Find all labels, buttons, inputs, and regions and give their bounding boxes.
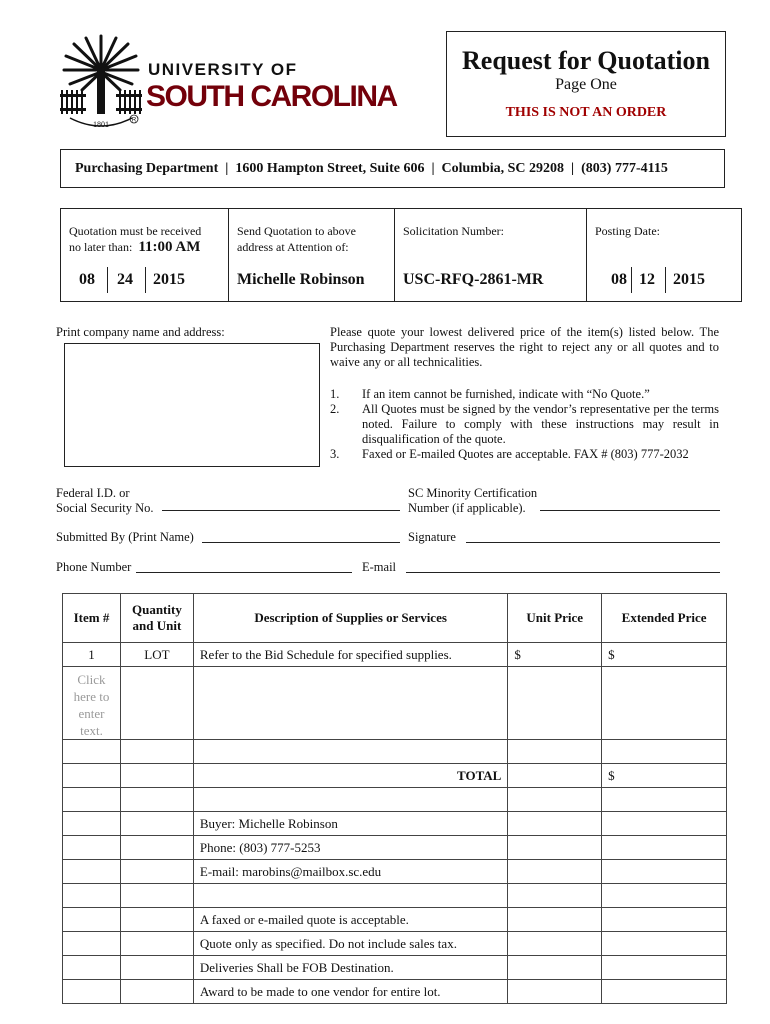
submitted-by-label: Submitted By (Print Name) (56, 530, 194, 544)
received-label2: no later than: (69, 240, 133, 254)
note-phone: Phone: (803) 777-5253 (193, 836, 507, 860)
header-extended-price: Extended Price (602, 594, 727, 643)
fed-id-label: Federal I.D. or Social Security No. (56, 486, 154, 515)
due-date-cell (61, 209, 229, 301)
table-row (63, 932, 727, 956)
post-year[interactable]: 2015 (673, 271, 705, 288)
header-description: Description of Supplies or Services (193, 594, 507, 643)
minority-label: SC Minority Certification Number (if applicable). (408, 486, 538, 515)
signature-label: Signature (408, 530, 456, 544)
table-row (63, 788, 727, 812)
list-item: 2. All Quotes must be signed by the vendor’s representative per the terms noted. Failure to comply with these instructions may result in disqualification of the quote. (330, 402, 719, 446)
print-company-label: Print company name and address: (56, 325, 225, 339)
note-fax: A faxed or e-mailed quote is acceptable. (193, 908, 507, 932)
total-value[interactable]: $ (602, 764, 727, 788)
submitted-by-field[interactable] (202, 542, 400, 543)
post-month[interactable]: 08 (611, 271, 627, 288)
svg-text:R: R (131, 117, 137, 124)
email-field[interactable] (406, 572, 720, 573)
table-row (63, 908, 727, 932)
rfq-title: Request for Quotation (462, 46, 710, 75)
item-placeholder-field[interactable]: Click here to enter text. (63, 667, 121, 740)
received-label1: Quotation must be received (69, 224, 202, 238)
note-quote-only: Quote only as specified. Do not include sales tax. (193, 932, 507, 956)
due-day[interactable]: 24 (117, 271, 133, 288)
send-label2: address at Attention of: (237, 240, 349, 254)
table-row (63, 980, 727, 1004)
phone-field[interactable] (136, 572, 352, 573)
logo-line2: SOUTH CAROLINA (146, 80, 397, 113)
received-time: 11:00 AM (138, 239, 201, 255)
total-row (63, 764, 727, 788)
rfq-page: Page One (555, 76, 617, 93)
note-email: E-mail: marobins@mailbox.sc.edu (193, 860, 507, 884)
item-number: 1 (63, 643, 121, 667)
table-row (63, 643, 727, 667)
due-month[interactable]: 08 (79, 271, 95, 288)
item-unit-price[interactable]: $ (508, 643, 602, 667)
fed-id-field[interactable] (162, 510, 400, 511)
minority-field[interactable] (540, 510, 720, 511)
table-header-row (63, 594, 727, 643)
item-description: Refer to the Bid Schedule for specified supplies. (193, 643, 507, 667)
header-unit-price: Unit Price (508, 594, 602, 643)
note-buyer: Buyer: Michelle Robinson (193, 812, 507, 836)
attention-name[interactable]: Michelle Robinson (237, 271, 365, 288)
table-row (63, 884, 727, 908)
rfq-notice: THIS IS NOT AN ORDER (505, 105, 667, 120)
header-quantity: Quantity and Unit (120, 594, 193, 643)
list-item: 3. Faxed or E-mailed Quotes are acceptable. FAX # (803) 777-2032 (330, 447, 689, 461)
logo-line1: UNIVERSITY OF (148, 60, 298, 79)
instructions-paragraph: Please quote your lowest delivered price of the item(s) listed below. The Purchasing Department reserves the right to reject any or all quotes and to waive any or all technicalities. (330, 325, 719, 369)
posting-date-cell (587, 209, 741, 301)
due-year[interactable]: 2015 (153, 271, 185, 288)
phone-label: Phone Number (56, 560, 132, 574)
instructions-list (330, 387, 719, 462)
attention-cell (229, 209, 395, 301)
solicitation-label: Solicitation Number: (403, 224, 504, 238)
note-award: Award to be made to one vendor for entire lot. (193, 980, 507, 1004)
company-address-field[interactable] (64, 343, 320, 467)
table-row (63, 956, 727, 980)
rfq-header-box (446, 31, 726, 137)
item-extended-price[interactable]: $ (602, 643, 727, 667)
solicitation-cell (395, 209, 587, 301)
posting-label: Posting Date: (595, 224, 660, 238)
quotation-info-table (60, 208, 742, 302)
note-fob: Deliveries Shall be FOB Destination. (193, 956, 507, 980)
signature-field[interactable] (466, 542, 720, 543)
post-day[interactable]: 12 (639, 271, 655, 288)
header-item: Item # (63, 594, 121, 643)
table-row (63, 812, 727, 836)
send-label1: Send Quotation to above (237, 224, 356, 238)
list-item: 1. If an item cannot be furnished, indicate with “No Quote.” (330, 387, 650, 401)
table-row (63, 667, 727, 740)
registered-icon (129, 114, 139, 124)
table-row (63, 860, 727, 884)
note-blank (193, 884, 507, 908)
purchasing-dept-bar: Purchasing Department | 1600 Hampton Street, Suite 606 | Columbia, SC 29208 | (803) 777-4115 (60, 149, 725, 188)
logo-year: 1801 (93, 120, 109, 129)
solicitation-number[interactable]: USC-RFQ-2861-MR (403, 271, 544, 288)
item-quantity: LOT (120, 643, 193, 667)
items-table (62, 593, 727, 1004)
table-row (63, 836, 727, 860)
total-label: TOTAL (193, 764, 507, 788)
table-row (63, 740, 727, 764)
email-label: E-mail (362, 560, 397, 574)
